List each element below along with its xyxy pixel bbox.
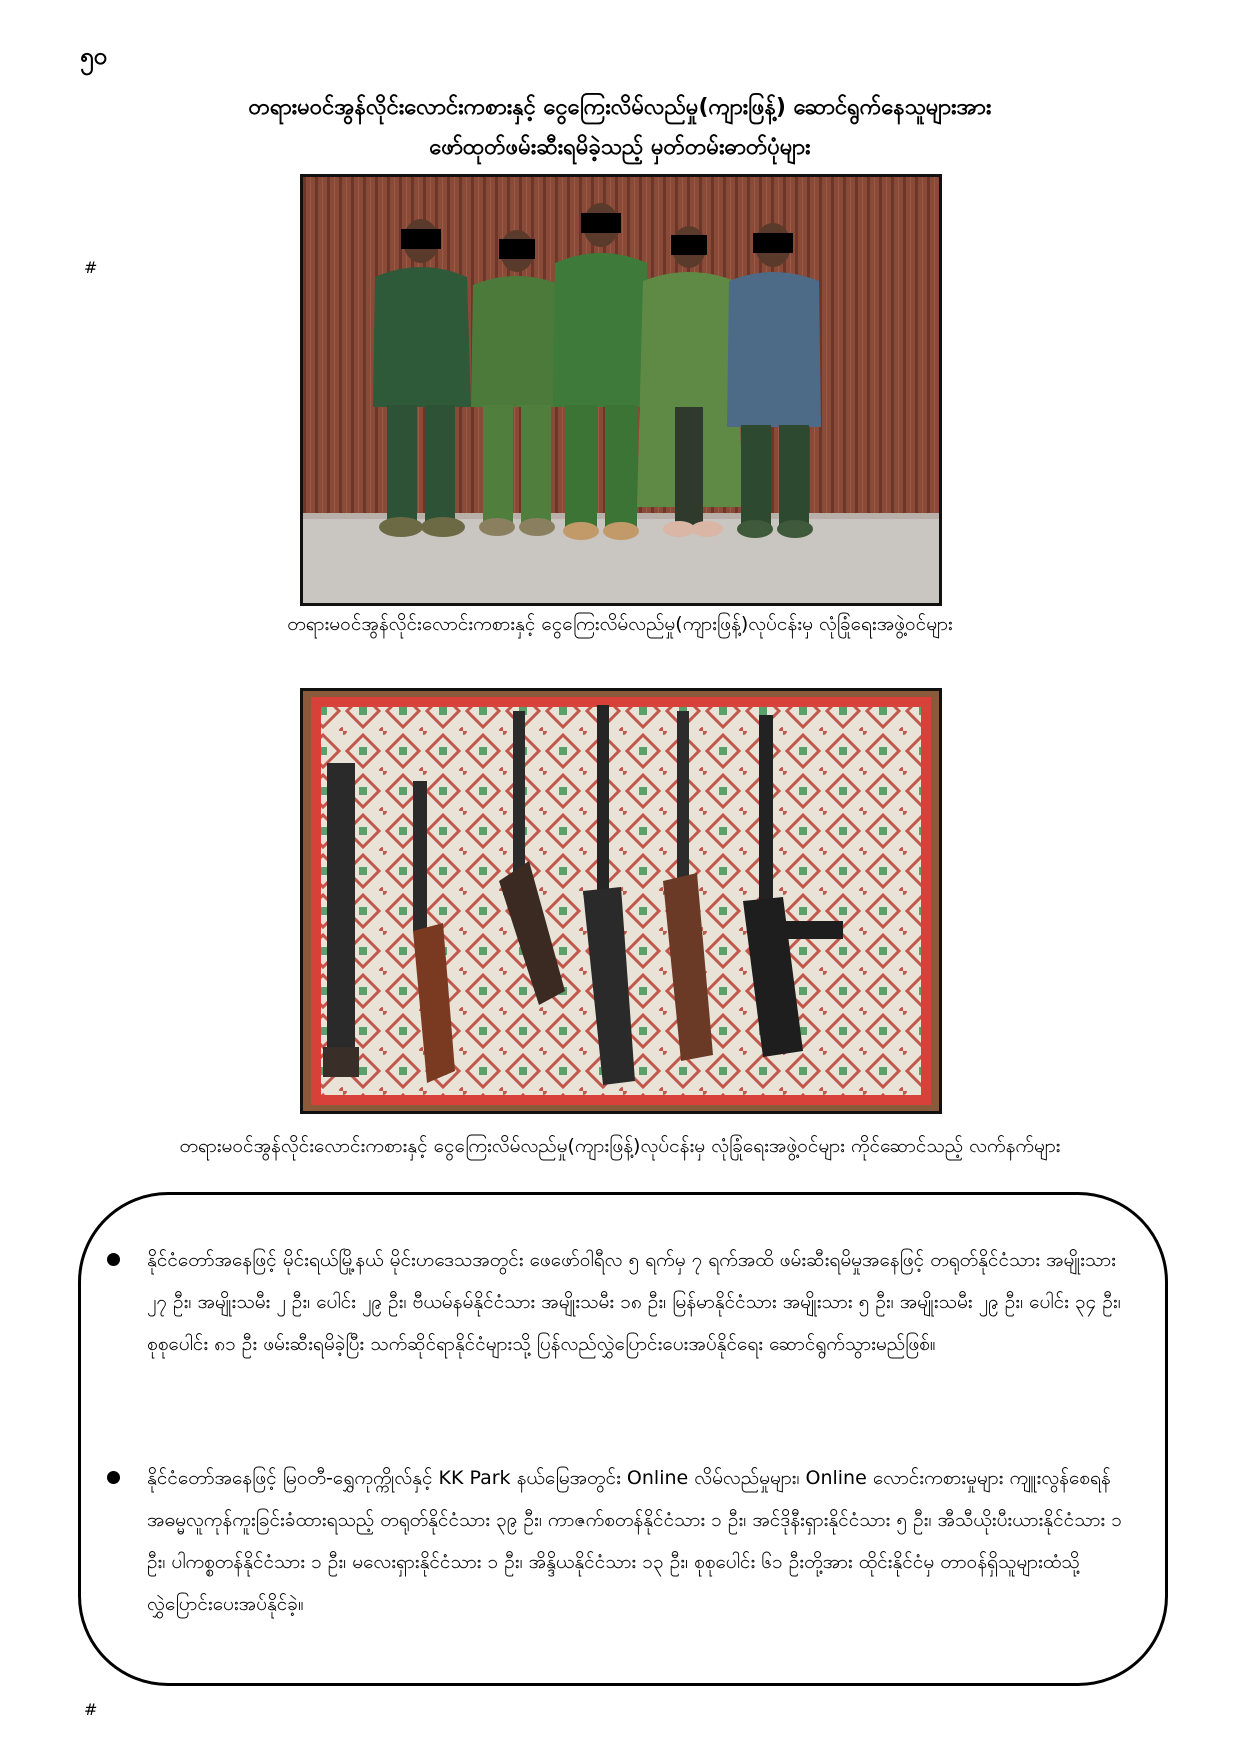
detainees-photo <box>300 174 942 606</box>
page-marker-top: # <box>84 258 98 277</box>
page-marker-bottom: # <box>84 1700 98 1719</box>
notice-text: နိုင်ငံတော်အနေဖြင့် မိုင်းရယ်မြို့နယ် မိုင်းဟဒေသအတွင်း ဖေဖော်ဝါရီလ ၅ ရက်မှ ၇ ရက်အထိ ဖမ်းဆီးရမိမှုအနေဖြင့် တရုတ်နိုင်ငံသား အမျိုးသား ၂၇ ဦး၊ အမျိုးသမီး ၂ ဦး၊ ပေါင်း ၂၉ ဦး၊ ဗီယမ်နမ်နိုင်ငံသား အမျိုးသမီး ၁၈ ဦး၊ မြန်မာနိုင်ငံသား အမျိုးသား ၅ ဦး၊ အမျိုးသမီး ၂၉ ဦး၊ ပေါင်း ၃၄ ဦး၊ စုစုပေါင်း ၈၁ ဦး ဖမ်းဆီးရမိခဲ့ပြီး သက်ဆိုင်ရာနိုင်ငံများသို့ ပြန်လည်လွှဲပြောင်းပေးအပ်နိုင်ရေး ဆောင်ရွက်သွားမည်ဖြစ်။ <box>147 1249 1121 1355</box>
bullet-dot <box>107 1253 120 1266</box>
notice-box <box>78 1192 1168 1686</box>
weapons-photo-caption: တရားမဝင်အွန်လိုင်းလောင်းကစားနှင့် ငွေကြေးလိမ်လည်မှု(ကျားဖြန့်)လုပ်ငန်းမှ လုံခြုံရေးအဖွဲ့ဝင်များ ကိုင်ဆောင်သည့် လက်နက်များ <box>179 1135 1061 1157</box>
notice-item <box>147 1239 1137 1365</box>
document-title-line-1: တရားမဝင်အွန်လိုင်းလောင်းကစားနှင့် ငွေကြေးလိမ်လည်မှု(ကျားဖြန့်) ဆောင်ရွက်နေသူများအား <box>248 95 992 120</box>
notice-item <box>147 1457 1137 1625</box>
document-title-line-2: ဖော်ထုတ်ဖမ်းဆီးရမိခဲ့သည့် မှတ်တမ်းဓာတ်ပုံများ <box>429 135 811 160</box>
detainees-photo-illustration <box>303 177 939 603</box>
page-number: ၅၀ <box>80 42 107 70</box>
weapons-photo-illustration <box>303 691 939 1111</box>
notice-text: နိုင်ငံတော်အနေဖြင့် မြဝတီ-ရွှေကုက္ကိုလ်နှင့် KK Park နယ်မြေအတွင်း Online လိမ်လည်မှုများ၊ Online လောင်းကစားမှုများ ကျူးလွန်စေရန် အဓမ္မလူကုန်ကူးခြင်းခံထားရသည့် တရုတ်နိုင်ငံသား ၃၉ ဦး၊ ကာဇက်စတန်နိုင်ငံသား ၁ ဦး၊ အင်ဒိုနီးရှားနိုင်ငံသား ၅ ဦး၊ အီသီယိုးပီးယားနိုင်ငံသား ၁ ဦး၊ ပါကစ္စတန်နိုင်ငံသား ၁ ဦး၊ မလေးရှားနိုင်ငံသား ၁ ဦး၊ အိန္ဒိယနိုင်ငံသား ၁၃ ဦး၊ စုစုပေါင်း ၆၁ ဦးတို့အား ထိုင်းနိုင်ငံမှ တာဝန်ရှိသူများထံသို့ လွှဲပြောင်းပေးအပ်နိုင်ခဲ့။ <box>147 1467 1122 1615</box>
detainees-photo-caption: တရားမဝင်အွန်လိုင်းလောင်းကစားနှင့် ငွေကြေးလိမ်လည်မှု(ကျားဖြန့်)လုပ်ငန်းမှ လုံခြုံရေးအဖွဲ့ဝင်များ <box>287 613 953 635</box>
weapons-photo <box>300 688 942 1114</box>
bullet-dot <box>107 1471 120 1484</box>
